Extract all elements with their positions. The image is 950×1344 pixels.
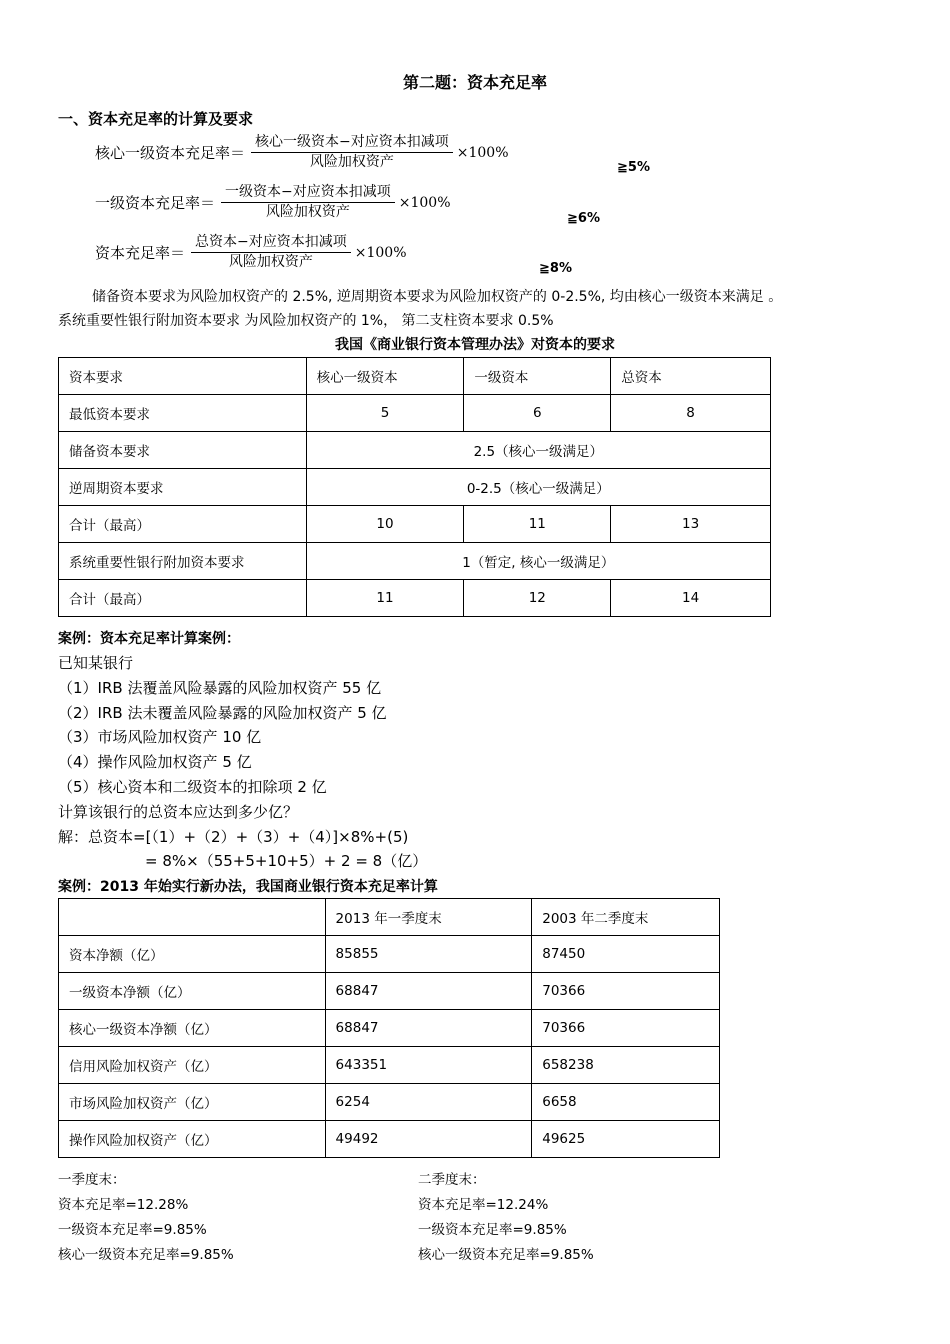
case2-heading: 案例：2013 年始实行新办法，我国商业银行资本充足率计算 bbox=[58, 879, 438, 895]
case1-line: （3）市场风险加权资产 10 亿 bbox=[58, 728, 262, 746]
case1-heading: 案例：资本充足率计算案例： bbox=[58, 631, 240, 647]
formula-requirement: ≧5% bbox=[617, 160, 650, 175]
table-cell: 70366 bbox=[532, 973, 720, 1010]
formula-numerator: 核心一级资本−对应资本扣减项 bbox=[251, 134, 453, 153]
case1-line: 已知某银行 bbox=[58, 654, 134, 672]
table-cell: 合计（最高） bbox=[59, 580, 307, 617]
table-cell: 逆周期资本要求 bbox=[59, 469, 307, 506]
table-row bbox=[59, 1010, 720, 1047]
table-cell: 70366 bbox=[532, 1010, 720, 1047]
formula-core-tier1 bbox=[95, 134, 509, 171]
formula-fraction bbox=[221, 184, 395, 221]
table-cell: 68847 bbox=[325, 973, 532, 1010]
table-row bbox=[59, 973, 720, 1010]
table-row bbox=[59, 506, 771, 543]
table-cell: 68847 bbox=[325, 1010, 532, 1047]
table-cell: 2.5（核心一级满足） bbox=[306, 432, 770, 469]
table-cell bbox=[59, 899, 326, 936]
table-row bbox=[59, 1121, 720, 1158]
table-cell: 0-2.5（核心一级满足） bbox=[306, 469, 770, 506]
table-cell: 11 bbox=[306, 580, 464, 617]
formula-requirement: ≧6% bbox=[567, 211, 600, 226]
formula-lhs: 资本充足率＝ bbox=[95, 244, 186, 262]
table-cell: 6658 bbox=[532, 1084, 720, 1121]
case1-line: （5）核心资本和二级资本的扣除项 2 亿 bbox=[58, 778, 327, 796]
table-cell: 资本要求 bbox=[59, 358, 307, 395]
q1-capital-ratio: 资本充足率=12.28% bbox=[58, 1197, 189, 1213]
case1-line: （2）IRB 法未覆盖风险暴露的风险加权资产 5 亿 bbox=[58, 704, 387, 722]
q2-label: 二季度末： bbox=[418, 1172, 486, 1188]
capital-requirements-table bbox=[58, 357, 771, 617]
table-header-row bbox=[59, 358, 771, 395]
table-cell: 最低资本要求 bbox=[59, 395, 307, 432]
table-cell: 一级资本净额（亿） bbox=[59, 973, 326, 1010]
case1-solution: 解：总资本=[（1）+（2）+（3）+（4）]×8%+(5) bbox=[58, 828, 409, 846]
table-cell: 8 bbox=[611, 395, 771, 432]
table-header-row bbox=[59, 899, 720, 936]
table-cell: 49492 bbox=[325, 1121, 532, 1158]
capital-ratio-table bbox=[58, 898, 720, 1158]
formula-fraction bbox=[251, 134, 453, 171]
formula-multiplier: ×100% bbox=[398, 194, 451, 211]
case1-line: （4）操作风险加权资产 5 亿 bbox=[58, 753, 252, 771]
q1-core-tier1-ratio: 核心一级资本充足率=9.85% bbox=[58, 1247, 234, 1263]
table-cell: 储备资本要求 bbox=[59, 432, 307, 469]
table-cell: 2003 年二季度末 bbox=[532, 899, 720, 936]
formula-multiplier: ×100% bbox=[354, 244, 407, 261]
formula-requirement: ≧8% bbox=[539, 261, 572, 276]
table-row bbox=[59, 1084, 720, 1121]
table-cell: 85855 bbox=[325, 936, 532, 973]
formula-numerator: 总资本−对应资本扣减项 bbox=[191, 234, 351, 253]
table-row bbox=[59, 469, 771, 506]
table-cell: 总资本 bbox=[611, 358, 771, 395]
formula-lhs: 核心一级资本充足率＝ bbox=[95, 144, 246, 162]
page-title: 第二题：资本充足率 bbox=[402, 73, 547, 92]
formula-lhs: 一级资本充足率＝ bbox=[95, 194, 216, 212]
q2-tier1-ratio: 一级资本充足率=9.85% bbox=[418, 1222, 567, 1238]
formula-numerator: 一级资本−对应资本扣减项 bbox=[221, 184, 395, 203]
table-cell: 信用风险加权资产（亿） bbox=[59, 1047, 326, 1084]
table-cell: 合计（最高） bbox=[59, 506, 307, 543]
table-cell: 1（暂定, 核心一级满足） bbox=[306, 543, 770, 580]
table-cell: 资本净额（亿） bbox=[59, 936, 326, 973]
table-cell: 49625 bbox=[532, 1121, 720, 1158]
table-cell: 13 bbox=[611, 506, 771, 543]
table-cell: 11 bbox=[464, 506, 611, 543]
table-row bbox=[59, 395, 771, 432]
table-cell: 658238 bbox=[532, 1047, 720, 1084]
q1-label: 一季度末： bbox=[58, 1172, 126, 1188]
table-cell: 10 bbox=[306, 506, 464, 543]
q2-core-tier1-ratio: 核心一级资本充足率=9.85% bbox=[418, 1247, 594, 1263]
table-caption: 我国《商业银行资本管理办法》对资本的要求 bbox=[335, 337, 615, 353]
table-row bbox=[59, 580, 771, 617]
case1-solution: = 8%×（55+5+10+5）+ 2 = 8（亿） bbox=[145, 852, 428, 870]
table-row bbox=[59, 936, 720, 973]
table-cell: 操作风险加权资产（亿） bbox=[59, 1121, 326, 1158]
table-cell: 6 bbox=[464, 395, 611, 432]
table-row bbox=[59, 432, 771, 469]
section-heading: 一、资本充足率的计算及要求 bbox=[58, 110, 254, 128]
table-cell: 643351 bbox=[325, 1047, 532, 1084]
q2-capital-ratio: 资本充足率=12.24% bbox=[418, 1197, 549, 1213]
table-cell: 12 bbox=[464, 580, 611, 617]
table-cell: 5 bbox=[306, 395, 464, 432]
table-cell: 一级资本 bbox=[464, 358, 611, 395]
case1-line: （1）IRB 法覆盖风险暴露的风险加权资产 55 亿 bbox=[58, 679, 382, 697]
paragraph-reserve: 储备资本要求为风险加权资产的 2.5%, 逆周期资本要求为风险加权资产的 0-2.5%, 均由核心一级资本来满足 。 bbox=[92, 289, 783, 305]
table-cell: 核心一级资本 bbox=[306, 358, 464, 395]
table-cell: 市场风险加权资产（亿） bbox=[59, 1084, 326, 1121]
table-cell: 6254 bbox=[325, 1084, 532, 1121]
formula-multiplier: ×100% bbox=[456, 144, 509, 161]
table-cell: 系统重要性银行附加资本要求 bbox=[59, 543, 307, 580]
table-cell: 核心一级资本净额（亿） bbox=[59, 1010, 326, 1047]
table-row bbox=[59, 543, 771, 580]
case1-line: 计算该银行的总资本应达到多少亿？ bbox=[58, 803, 299, 821]
formula-denominator: 风险加权资产 bbox=[228, 254, 313, 270]
paragraph-sib: 系统重要性银行附加资本要求 为风险加权资产的 1%， 第二支柱资本要求 0.5% bbox=[58, 313, 554, 329]
table-row bbox=[59, 1047, 720, 1084]
table-cell: 87450 bbox=[532, 936, 720, 973]
formula-tier1 bbox=[95, 184, 451, 221]
table-cell: 14 bbox=[611, 580, 771, 617]
formula-denominator: 风险加权资产 bbox=[309, 154, 394, 170]
formula-denominator: 风险加权资产 bbox=[265, 204, 350, 220]
table-cell: 2013 年一季度末 bbox=[325, 899, 532, 936]
formula-total bbox=[95, 234, 407, 271]
formula-fraction bbox=[191, 234, 351, 271]
q1-tier1-ratio: 一级资本充足率=9.85% bbox=[58, 1222, 207, 1238]
